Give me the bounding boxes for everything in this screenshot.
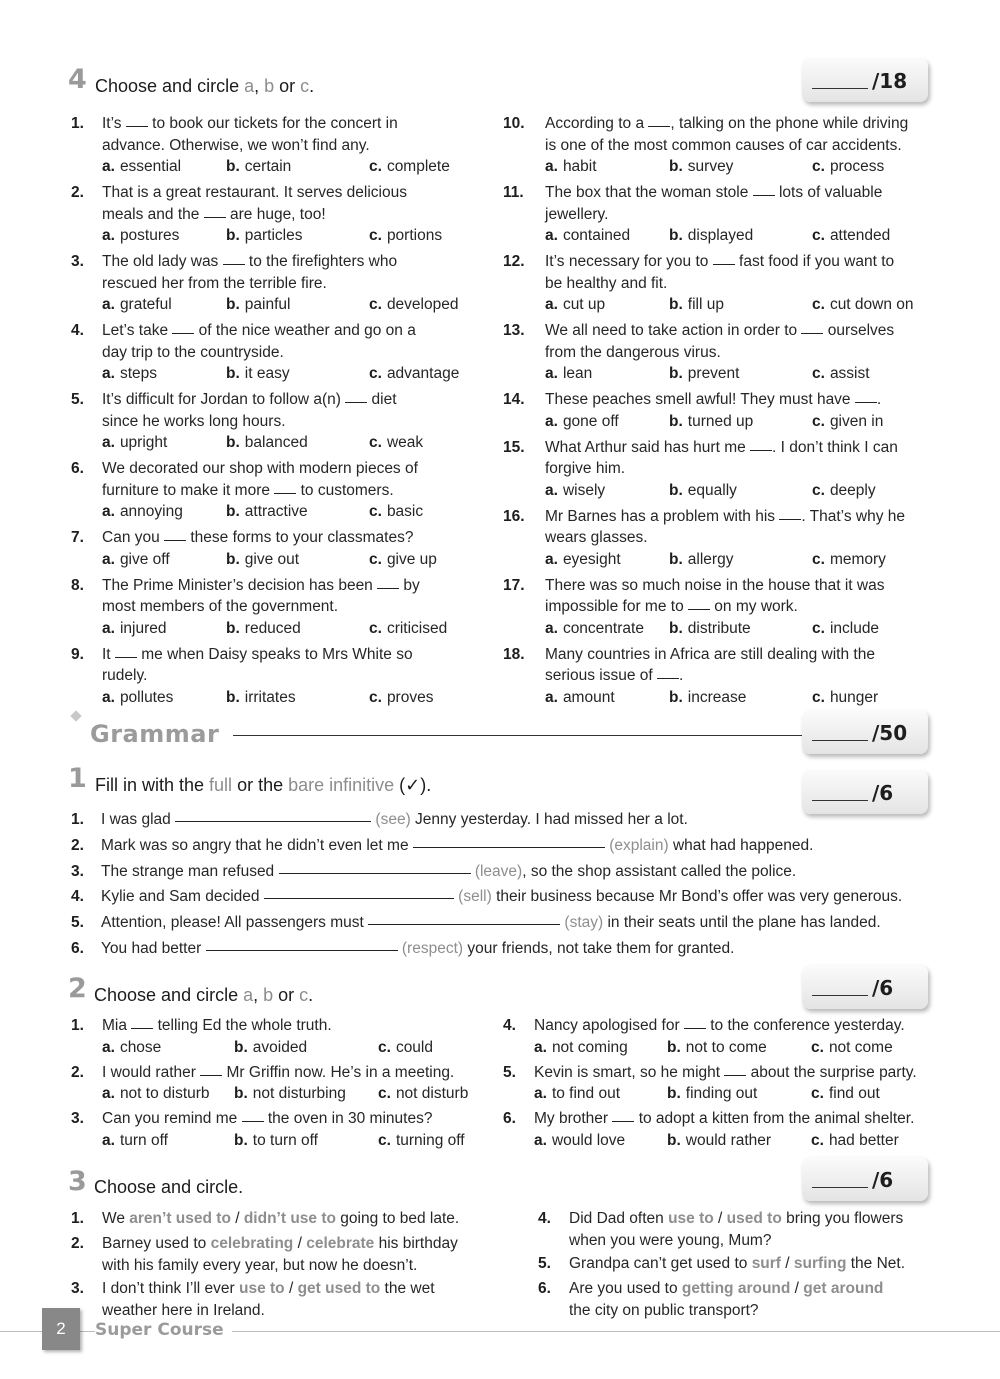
question-line: I don’t think I’ll ever use to / get used to the wet xyxy=(102,1280,435,1297)
question-text xyxy=(569,1208,903,1251)
option-a[interactable]: a. lean xyxy=(545,365,593,382)
choice-option[interactable]: used to xyxy=(726,1210,782,1227)
score-total: /18 xyxy=(872,69,908,93)
fill-in-item: 5. Attention, please! All passengers must (stay) in their seats until the plane has landed. xyxy=(71,914,881,932)
title-part: b xyxy=(264,76,275,96)
question-number: 4. xyxy=(538,1210,551,1227)
fill-in-item: 3. The strange man refused (leave), so the shop assistant called the police. xyxy=(71,862,797,880)
question-line: It’s to book our tickets for the concert in xyxy=(102,115,398,132)
question-number: 7. xyxy=(71,529,84,546)
question-text xyxy=(545,644,875,687)
answer-blank[interactable] xyxy=(753,195,775,196)
answer-blank[interactable] xyxy=(801,333,823,334)
verb-hint: (stay) xyxy=(564,914,604,932)
option-c[interactable]: c. hunger xyxy=(812,688,879,706)
option-c[interactable]: c. proves xyxy=(369,688,434,706)
question-line: These peaches smell awful! They must have . xyxy=(545,391,882,408)
title-part: Choose and circle xyxy=(95,76,245,96)
option-a[interactable]: a. wisely xyxy=(545,481,606,499)
question-number: 3. xyxy=(71,1280,84,1297)
question-number: 6. xyxy=(503,1110,516,1127)
answer-blank[interactable] xyxy=(855,402,877,403)
question-line: rudely. xyxy=(102,667,148,684)
score-blank[interactable] xyxy=(812,740,868,741)
title-part: c xyxy=(300,76,310,96)
option-a[interactable]: a. habit xyxy=(545,158,597,175)
question-number: 9. xyxy=(71,645,84,663)
question-line: The old lady was to the firefighters who xyxy=(102,253,398,270)
option-a[interactable]: a. annoying xyxy=(102,503,183,520)
question-text: Nancy apologised for to the conference yesterday. xyxy=(534,1017,905,1034)
question-text xyxy=(545,251,894,294)
question-text xyxy=(545,575,884,618)
question-number: 5. xyxy=(538,1255,551,1272)
question-text xyxy=(102,1208,459,1230)
option-c[interactable]: c. complete xyxy=(369,158,450,175)
question-number: 1. xyxy=(71,1210,84,1227)
option-b[interactable]: b. painful xyxy=(226,296,291,313)
option-b[interactable]: b. reduced xyxy=(226,619,301,637)
option-c[interactable]: c. memory xyxy=(812,550,886,568)
question-number: 1. xyxy=(71,811,84,828)
answer-blank[interactable] xyxy=(223,264,245,265)
option-b[interactable]: b. survey xyxy=(669,158,734,175)
choice-option[interactable]: surfing xyxy=(793,1255,847,1272)
question-number: 1. xyxy=(71,115,84,132)
question-line: forgive him. xyxy=(545,460,626,477)
question-line: What Arthur said has hurt me . I don’t think I can xyxy=(545,438,898,456)
option-b[interactable]: b. equally xyxy=(669,481,737,499)
question-text xyxy=(569,1253,905,1275)
verb-hint: (explain) xyxy=(609,836,669,854)
question-line: furniture to make it more to customers. xyxy=(102,481,394,499)
option-c[interactable]: c. developed xyxy=(369,296,459,313)
question-line: Many countries in Africa are still dealing with the xyxy=(545,645,875,663)
option-c[interactable]: c. attended xyxy=(812,227,891,244)
section-title: Choose and circle. xyxy=(94,1177,244,1197)
choice-option[interactable]: celebrating xyxy=(210,1235,294,1252)
grammar-diamond-icon xyxy=(70,710,81,721)
option-c[interactable]: c. criticised xyxy=(369,619,448,637)
option-a[interactable]: a. injured xyxy=(102,619,167,637)
question-line: Let’s take of the nice weather and go on a xyxy=(102,322,416,339)
answer-blank[interactable] xyxy=(779,519,801,520)
section-number: 3 xyxy=(68,1166,87,1197)
question-number: 4. xyxy=(71,322,84,339)
question-line: meals and the are huge, too! xyxy=(102,205,326,223)
question-text xyxy=(102,1278,435,1321)
question-line: Barney used to celebrating / celebrate his birthday xyxy=(102,1235,458,1252)
question-line: The Prime Minister’s decision has been by xyxy=(102,576,420,594)
option-b[interactable]: b. distribute xyxy=(669,619,751,637)
question-line: There was so much noise in the house that it was xyxy=(545,576,885,594)
answer-blank[interactable] xyxy=(657,678,679,679)
title-part: Choose and circle xyxy=(94,985,244,1005)
option-b[interactable]: b. balanced xyxy=(226,434,308,451)
question-line: most members of the government. xyxy=(102,598,339,615)
title-part: a xyxy=(243,985,254,1005)
question-number: 14. xyxy=(503,391,525,408)
option-c[interactable]: c. advantage xyxy=(369,365,460,382)
answer-blank[interactable] xyxy=(206,950,398,951)
choice-option[interactable]: surf xyxy=(751,1255,781,1272)
option-c[interactable]: c. include xyxy=(812,619,880,637)
heading-rule xyxy=(233,735,803,736)
question-number: 2. xyxy=(71,1063,84,1081)
question-text xyxy=(102,458,418,501)
question-number: 12. xyxy=(503,253,525,270)
question-text xyxy=(102,113,398,156)
choice-option[interactable]: use to xyxy=(238,1280,285,1297)
question-number: 4. xyxy=(71,888,84,906)
option-b[interactable]: b. give out xyxy=(226,550,300,568)
option-a[interactable]: a. eyesight xyxy=(545,550,621,568)
option-b[interactable]: b. displayed xyxy=(669,227,754,244)
option-c[interactable]: c. basic xyxy=(369,503,424,520)
choice-option[interactable]: didn’t use to xyxy=(243,1210,336,1227)
verb-hint: (see) xyxy=(375,811,411,828)
question-text xyxy=(102,389,397,432)
option-c[interactable]: c. process xyxy=(812,158,885,175)
question-line: jewellery. xyxy=(545,205,609,223)
question-number: 15. xyxy=(503,438,525,456)
option-c[interactable]: c. weak xyxy=(369,434,424,451)
option-a[interactable]: a. postures xyxy=(102,227,180,244)
grammar-score-box xyxy=(802,710,928,754)
choice-option[interactable]: aren’t used to xyxy=(129,1210,231,1227)
question-line: wears glasses. xyxy=(545,529,648,546)
answer-blank[interactable] xyxy=(279,873,471,874)
title-part: . xyxy=(308,985,314,1005)
option-b[interactable]: b. to turn off xyxy=(234,1131,318,1149)
score-total: /6 xyxy=(872,1168,894,1192)
option-c[interactable]: c. find out xyxy=(811,1085,880,1102)
answer-blank[interactable] xyxy=(274,493,296,494)
answer-blank[interactable] xyxy=(345,402,367,403)
answer-blank[interactable] xyxy=(377,588,399,589)
question-line: is one of the most common causes of car accidents. xyxy=(545,136,902,154)
question-text xyxy=(545,437,898,480)
option-b[interactable]: b. not disturbing xyxy=(234,1085,346,1102)
question-line: impossible for me to on my work. xyxy=(545,598,798,615)
answer-blank[interactable] xyxy=(724,1075,746,1076)
option-a[interactable]: a. amount xyxy=(545,688,615,706)
title-part: or xyxy=(274,76,301,96)
option-a[interactable]: a. contained xyxy=(545,227,631,244)
option-c[interactable]: c. had better xyxy=(811,1131,899,1149)
option-a[interactable]: a. turn off xyxy=(102,1131,168,1149)
question-number: 2. xyxy=(71,184,84,201)
option-b[interactable]: b. allergy xyxy=(669,550,734,568)
answer-blank[interactable] xyxy=(684,1028,706,1029)
question-text xyxy=(545,320,894,363)
title-part: , xyxy=(254,76,265,96)
option-b[interactable]: b. particles xyxy=(226,227,303,244)
answer-blank[interactable] xyxy=(172,333,194,334)
option-a[interactable]: a. not coming xyxy=(534,1038,628,1056)
question-text xyxy=(545,182,882,225)
question-line: We all need to take action in order to ourselves xyxy=(545,322,895,339)
choice-option[interactable]: use to xyxy=(668,1210,714,1227)
title-part: Fill in with the xyxy=(95,775,210,795)
option-a[interactable]: a. pollutes xyxy=(102,688,174,706)
question-number: 18. xyxy=(503,645,525,663)
choice-option[interactable]: get used to xyxy=(297,1280,381,1297)
question-line: Are you used to getting around / get around xyxy=(569,1280,884,1297)
question-line: It me when Daisy speaks to Mrs White so xyxy=(102,645,413,663)
section-title xyxy=(95,76,314,97)
score-total: /6 xyxy=(872,976,894,1000)
answer-blank[interactable] xyxy=(368,924,560,925)
question-line: with his family every year, but now he doesn’t. xyxy=(102,1256,418,1274)
answer-blank[interactable] xyxy=(688,609,710,610)
score-total: /6 xyxy=(872,781,894,805)
option-c[interactable]: c. assist xyxy=(812,365,870,382)
question-number: 3. xyxy=(71,862,84,880)
score-box xyxy=(802,965,928,1009)
question-line: We aren’t used to / didn’t use to going to bed late. xyxy=(102,1210,460,1227)
answer-blank[interactable] xyxy=(612,1121,634,1122)
option-a[interactable]: a. steps xyxy=(102,365,157,382)
answer-blank[interactable] xyxy=(264,898,454,899)
question-line: when you were young, Mum? xyxy=(569,1231,772,1249)
question-number: 2. xyxy=(71,1235,84,1252)
question-number: 17. xyxy=(503,576,525,594)
question-line: It’s difficult for Jordan to follow a(n) diet xyxy=(102,391,397,408)
score-total: /50 xyxy=(872,721,908,745)
question-number: 6. xyxy=(71,940,84,957)
option-b[interactable]: b. not to come xyxy=(667,1038,767,1056)
option-c[interactable]: c. given in xyxy=(812,412,884,430)
question-number: 10. xyxy=(503,115,525,132)
question-text xyxy=(545,113,908,156)
question-text: I would rather Mr Griffin now. He’s in a meeting. xyxy=(102,1063,455,1081)
section-number: 2 xyxy=(68,973,87,1004)
option-c[interactable]: c. could xyxy=(378,1038,433,1056)
option-c[interactable]: c. not come xyxy=(811,1038,893,1056)
verb-hint: (sell) xyxy=(458,888,492,906)
option-a[interactable]: a. gone off xyxy=(545,412,619,430)
title-part: b xyxy=(263,985,274,1005)
score-box xyxy=(802,1157,928,1201)
question-text xyxy=(102,182,407,225)
question-text xyxy=(102,251,397,294)
question-line: be healthy and fit. xyxy=(545,274,668,292)
question-text xyxy=(545,506,905,549)
title-part: a xyxy=(244,76,255,96)
option-a[interactable]: a. would love xyxy=(534,1131,626,1149)
answer-blank[interactable] xyxy=(648,126,670,127)
question-line: We decorated our shop with modern pieces of xyxy=(102,460,418,477)
question-line: The box that the woman stole lots of valuable xyxy=(545,184,883,201)
title-part: bare infinitive xyxy=(288,775,395,795)
section-number: 1 xyxy=(68,763,87,794)
option-b[interactable]: b. attractive xyxy=(226,503,308,520)
question-text: Can you remind me the oven in 30 minutes? xyxy=(102,1110,433,1127)
option-a[interactable]: a. upright xyxy=(102,434,168,451)
question-text xyxy=(102,575,420,618)
option-c[interactable]: c. cut down on xyxy=(812,296,914,313)
option-b[interactable]: b. finding out xyxy=(667,1085,758,1102)
question-number: 3. xyxy=(71,1110,84,1127)
option-b[interactable]: b. certain xyxy=(226,158,292,175)
question-line: Mr Barnes has a problem with his . That’s why he xyxy=(545,507,906,525)
question-number: 5. xyxy=(71,391,84,408)
question-number: 16. xyxy=(503,507,525,525)
score-box xyxy=(802,58,928,102)
question-line: Did Dad often use to / used to bring you flowers xyxy=(569,1210,904,1227)
question-line: the city on public transport? xyxy=(569,1301,759,1319)
question-line: serious issue of . xyxy=(545,667,684,684)
option-a[interactable]: a. cut up xyxy=(545,296,606,313)
option-c[interactable]: c. give up xyxy=(369,550,437,568)
choice-option[interactable]: getting around xyxy=(681,1280,791,1297)
answer-blank[interactable] xyxy=(204,217,226,218)
question-text: Mia telling Ed the whole truth. xyxy=(102,1017,332,1034)
question-text: Kevin is smart, so he might about the surprise party. xyxy=(534,1063,917,1081)
question-line: since he works long hours. xyxy=(102,412,286,430)
option-b[interactable]: b. avoided xyxy=(234,1038,308,1056)
question-text xyxy=(102,527,413,549)
title-part: or the xyxy=(232,775,289,795)
question-line: It’s necessary for you to fast food if you want to xyxy=(545,253,895,270)
option-b[interactable]: b. fill up xyxy=(669,296,724,313)
score-blank[interactable] xyxy=(812,800,868,801)
option-a[interactable]: a. essential xyxy=(102,158,182,175)
question-line: from the dangerous virus. xyxy=(545,343,721,361)
question-line: That is a great restaurant. It serves delicious xyxy=(102,184,407,201)
question-line: Grandpa can’t get used to surf / surfing the Net. xyxy=(569,1255,906,1272)
option-a[interactable]: a. chose xyxy=(102,1038,162,1056)
question-number: 4. xyxy=(503,1017,516,1034)
title-part: full xyxy=(209,775,233,795)
option-c[interactable]: c. deeply xyxy=(812,481,876,499)
page-number-box xyxy=(42,1308,80,1350)
answer-blank[interactable] xyxy=(126,126,148,127)
question-number: 2. xyxy=(71,836,84,854)
question-line: According to a , talking on the phone while driving xyxy=(545,115,909,132)
option-a[interactable]: a. concentrate xyxy=(545,619,644,637)
option-b[interactable]: b. it easy xyxy=(226,365,290,382)
question-line: rescued her from the terrible fire. xyxy=(102,274,327,292)
section-number: 4 xyxy=(68,64,87,95)
question-line: Can you these forms to your classmates? xyxy=(102,529,414,546)
answer-blank[interactable] xyxy=(200,1075,222,1076)
option-a[interactable]: a. to find out xyxy=(534,1085,621,1102)
question-number: 3. xyxy=(71,253,84,270)
option-b[interactable]: b. irritates xyxy=(226,688,296,706)
question-line: advance. Otherwise, we won’t find any. xyxy=(102,136,370,154)
verb-hint: (leave) xyxy=(474,862,523,880)
page-number: 2 xyxy=(56,1319,66,1338)
fill-in-item: 4. Kylie and Sam decided (sell) their business because Mr Bond’s offer was very generous. xyxy=(71,888,903,906)
answer-blank[interactable] xyxy=(242,1121,264,1122)
fill-in-item: 1. I was glad (see) Jenny yesterday. I had missed her a lot. xyxy=(71,811,688,828)
answer-blank[interactable] xyxy=(713,264,735,265)
question-text xyxy=(102,1233,458,1276)
option-c[interactable]: c. turning off xyxy=(378,1131,465,1149)
question-number: 13. xyxy=(503,322,525,339)
question-text xyxy=(569,1278,883,1321)
question-number: 6. xyxy=(71,460,84,477)
answer-blank[interactable] xyxy=(413,847,605,848)
grammar-heading: Grammar xyxy=(90,720,220,748)
question-line: day trip to the countryside. xyxy=(102,343,284,361)
question-number: 6. xyxy=(538,1280,551,1297)
choice-option[interactable]: celebrate xyxy=(306,1235,375,1252)
score-blank[interactable] xyxy=(812,1187,868,1188)
answer-blank[interactable] xyxy=(131,1028,153,1029)
verb-hint: (respect) xyxy=(401,940,464,957)
fill-in-item: 6. You had better (respect) your friends, not take them for granted. xyxy=(71,940,735,957)
score-blank[interactable] xyxy=(812,88,868,89)
option-b[interactable]: b. turned up xyxy=(669,412,754,430)
question-text xyxy=(102,320,416,363)
question-number: 8. xyxy=(71,576,84,594)
option-c[interactable]: c. portions xyxy=(369,227,443,244)
question-text xyxy=(102,644,413,687)
question-number: 5. xyxy=(503,1063,516,1081)
answer-blank[interactable] xyxy=(164,540,186,541)
section-title xyxy=(94,985,313,1006)
section-title xyxy=(95,775,431,796)
question-number: 1. xyxy=(71,1017,84,1034)
title-part: (✓). xyxy=(394,775,432,795)
title-part: or xyxy=(273,985,300,1005)
question-number: 5. xyxy=(71,914,84,932)
title-part: . xyxy=(309,76,315,96)
score-box xyxy=(802,770,928,814)
question-text xyxy=(545,389,881,411)
option-b[interactable]: b. prevent xyxy=(669,365,740,382)
title-part: , xyxy=(253,985,264,1005)
option-a[interactable]: a. give off xyxy=(102,550,170,568)
option-a[interactable]: a. not to disturb xyxy=(102,1085,210,1102)
choice-option[interactable]: get around xyxy=(803,1280,884,1297)
score-blank[interactable] xyxy=(812,995,868,996)
answer-blank[interactable] xyxy=(750,450,772,451)
answer-blank[interactable] xyxy=(175,821,371,822)
option-c[interactable]: c. not disturb xyxy=(378,1085,469,1102)
question-text: My brother to adopt a kitten from the animal shelter. xyxy=(534,1110,915,1127)
option-b[interactable]: b. increase xyxy=(669,688,747,706)
question-number: 11. xyxy=(503,184,524,201)
footer-brand: Super Course xyxy=(95,1320,232,1340)
option-b[interactable]: b. would rather xyxy=(667,1131,772,1149)
title-part: c xyxy=(299,985,309,1005)
option-a[interactable]: a. grateful xyxy=(102,296,172,313)
question-line: weather here in Ireland. xyxy=(102,1301,265,1319)
answer-blank[interactable] xyxy=(115,657,137,658)
fill-in-item: 2. Mark was so angry that he didn’t even let me (explain) what had happened. xyxy=(71,836,814,854)
